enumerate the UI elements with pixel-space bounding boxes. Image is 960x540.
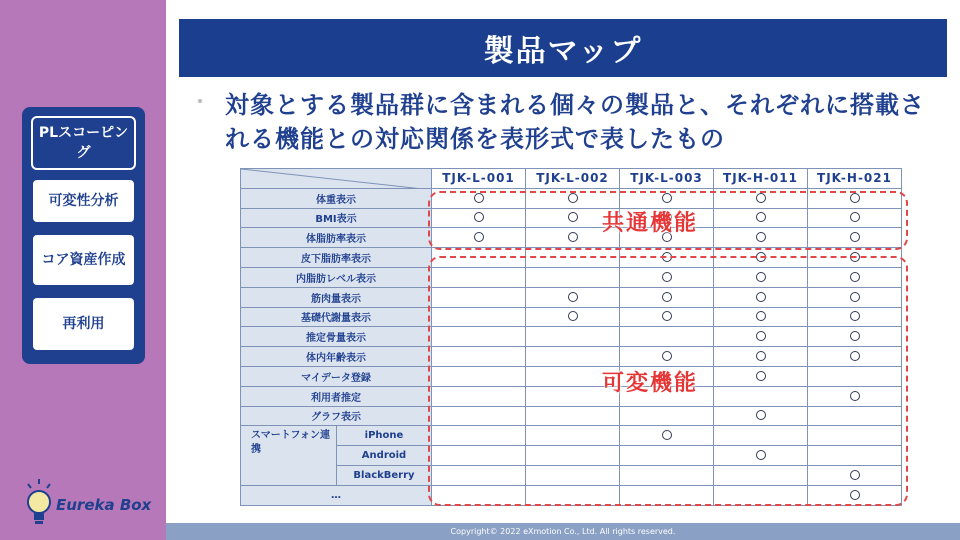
feature-label: 利用者推定 xyxy=(241,386,432,406)
nav-item-pl-scoping[interactable]: PLスコーピング xyxy=(31,116,136,170)
feature-label: 体内年齢表示 xyxy=(241,347,432,367)
feature-label: BlackBerry xyxy=(337,465,432,485)
feature-label: 皮下脂肪率表示 xyxy=(241,248,432,268)
table-corner-cell xyxy=(241,169,432,189)
common-features-label: 共通機能 xyxy=(602,211,699,236)
feature-label: 体脂肪率表示 xyxy=(241,228,432,248)
feature-label: Android xyxy=(337,446,432,466)
product-header: TJK-L-003 xyxy=(620,169,714,189)
feature-label: 体重表示 xyxy=(241,188,432,208)
product-header: TJK-H-011 xyxy=(714,169,808,189)
product-header: TJK-L-001 xyxy=(432,169,526,189)
group-label: スマートフォン連携 xyxy=(241,426,337,485)
feature-label: グラフ表示 xyxy=(241,406,432,426)
logo-text: Eureka Box xyxy=(56,496,152,514)
feature-label: 推定骨量表示 xyxy=(241,327,432,347)
title-bar xyxy=(179,19,947,77)
variable-features-label: 可変機能 xyxy=(602,371,699,396)
footer xyxy=(166,523,960,540)
product-header: TJK-H-021 xyxy=(808,169,902,189)
eureka-box-logo xyxy=(24,478,154,528)
nav-item-core-asset-creation[interactable]: コア資産作成 xyxy=(31,233,136,287)
feature-label: iPhone xyxy=(337,426,432,446)
copyright-text: Copyright© 2022 eXmotion Co., Ltd. All rights reserved. xyxy=(450,527,676,536)
feature-label: 基礎代謝量表示 xyxy=(241,307,432,327)
feature-label: 内脂肪レベル表示 xyxy=(241,267,432,287)
nav-item-reuse[interactable]: 再利用 xyxy=(31,296,136,352)
nav-item-variability-analysis[interactable]: 可変性分析 xyxy=(31,178,136,224)
feature-label: BMI表示 xyxy=(241,208,432,228)
bullet-text: 対象とする製品群に含まれる個々の製品と、それぞれに搭載される機能との対応関係を表形式で表したもの xyxy=(225,91,925,153)
feature-label: マイデータ登録 xyxy=(241,366,432,386)
feature-label: … xyxy=(241,485,432,505)
feature-label: 筋肉量表示 xyxy=(241,287,432,307)
product-header: TJK-L-002 xyxy=(526,169,620,189)
nav-panel xyxy=(22,107,145,364)
table-header-row xyxy=(241,169,902,189)
bullet-dot xyxy=(198,99,202,103)
lightbulb-icon xyxy=(24,478,54,528)
page-title: 製品マップ xyxy=(483,34,643,69)
